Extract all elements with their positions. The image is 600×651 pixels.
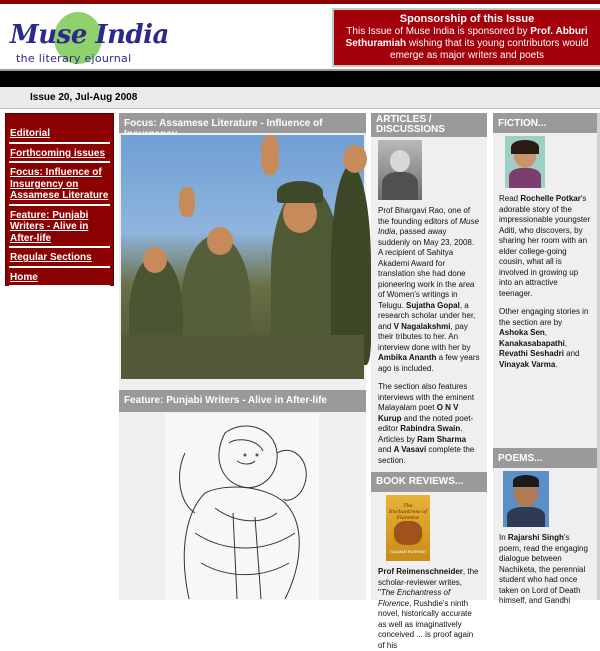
focus-heading[interactable]: Focus: Assamese Literature - Influence of (119, 113, 366, 133)
sponsorship-box (332, 8, 600, 67)
fiction-heading[interactable]: FICTION... (493, 113, 597, 133)
header-black-bar (0, 71, 600, 87)
issue-label: Issue 20, Jul-Aug 2008 (30, 92, 138, 103)
sidebar-item-regular-sections[interactable]: Regular Sections (9, 250, 110, 268)
articles-heading[interactable]: ARTICLES / DISCUSSIONS (371, 113, 487, 137)
rochelle-potkar-photo[interactable] (505, 136, 545, 188)
sponsor-name: Prof. Abburi Sethuramiah (345, 26, 588, 49)
poems-paragraph: In Rajarshi Singh's poem, read the engaging dialogue between Nachiketa, the perennial student who had once taken on Lord of Death himself, and Gandhi (499, 533, 588, 605)
fiction-paragraph-1: Read Rochelle Potkar's adorable story of the impressionable youngster Aditi, who discovers, by sharing her room with an elder college-going cousin, what all is involved in growing up into an attractive teenager. (499, 194, 591, 298)
focus-photo-soldiers[interactable] (121, 135, 364, 379)
top-accent-line (0, 0, 600, 4)
muse-india-logo[interactable] (10, 12, 169, 68)
fiction-poems-column (493, 113, 597, 605)
book-reviews-paragraph: Prof Reimenschneider, the scholar-reviewer writes, "The Enchantress of Florence, Rushdie's ninth novel, historically accurate as well as imaginatively conceived ... is proof again of his (378, 567, 479, 650)
sidebar-item-editorial[interactable]: Editorial (9, 126, 110, 144)
articles-paragraph-2: The section also features interviews with the eminent Malayalam poet O N V Kurup and the noted poet-editor Rabindra Swain. Articles by Ram Sharma and A Vasavi complete the section. (378, 382, 475, 465)
book-reviews-body (371, 495, 487, 651)
issue-bar (0, 87, 600, 109)
sidebar-item-focus[interactable]: Focus: Influence of Insurgency on Assamese Literature (9, 165, 110, 206)
articles-paragraph-1: Prof Bhargavi Rao, one of the founding editors of Muse India, passed away suddenly on May 23, 2008. A recipient of Sahitya Akademi Award for translation she had done pioneering work in the area of Women's writings in Telugu. Sujatha Gopal, a research scholar under her, and V Nagalakshmi, pay their tributes to her. An interview done with her by Ambika Ananth a few years ago is included. (378, 206, 480, 373)
book-cover-author: SALMAN RUSHDIE (390, 549, 426, 554)
fiction-paragraph-2: Other engaging stories in the section are by Ashoka Sen, Kanakasabapathi, Revathi Seshadri and Vinayak Varma. (499, 307, 589, 369)
logo-name: Muse India (10, 20, 169, 50)
book-reviews-heading[interactable]: BOOK REVIEWS... (371, 472, 487, 492)
sponsorship-text: This Issue of Muse India is sponsored by Prof. Abburi Sethuramiah wishing that its young contributors would emerge as major writers and poets (345, 26, 589, 61)
bhargavi-rao-photo[interactable] (378, 140, 422, 200)
poems-heading[interactable]: POEMS... (493, 448, 597, 468)
poems-body (493, 471, 597, 607)
articles-body (371, 140, 487, 466)
sidebar-item-forthcoming-issues[interactable]: Forthcoming issues (9, 146, 110, 164)
sponsorship-title: Sponsorship of this Issue (399, 13, 535, 25)
logo-tagline: the literary ejournal (16, 52, 132, 65)
rajarshi-singh-photo[interactable] (503, 471, 549, 527)
fiction-body (493, 136, 597, 370)
feature-sketch-illustration[interactable] (165, 413, 319, 600)
sidebar-item-home[interactable]: Home (9, 270, 110, 288)
sketch-figure-icon (165, 413, 319, 600)
sidebar-item-feature[interactable]: Feature: Punjabi Writers - Alive in After-life (9, 208, 110, 249)
sidebar-item-logout[interactable]: Logout (9, 289, 110, 307)
articles-column (371, 113, 487, 650)
book-cover-title: The Enchantress of Florence (388, 503, 428, 521)
sidebar-nav (5, 113, 114, 302)
focus-feature-column (119, 113, 366, 600)
enchantress-book-cover[interactable] (386, 495, 430, 561)
feature-heading[interactable]: Feature: Punjabi Writers - Alive in After-life (119, 390, 366, 412)
